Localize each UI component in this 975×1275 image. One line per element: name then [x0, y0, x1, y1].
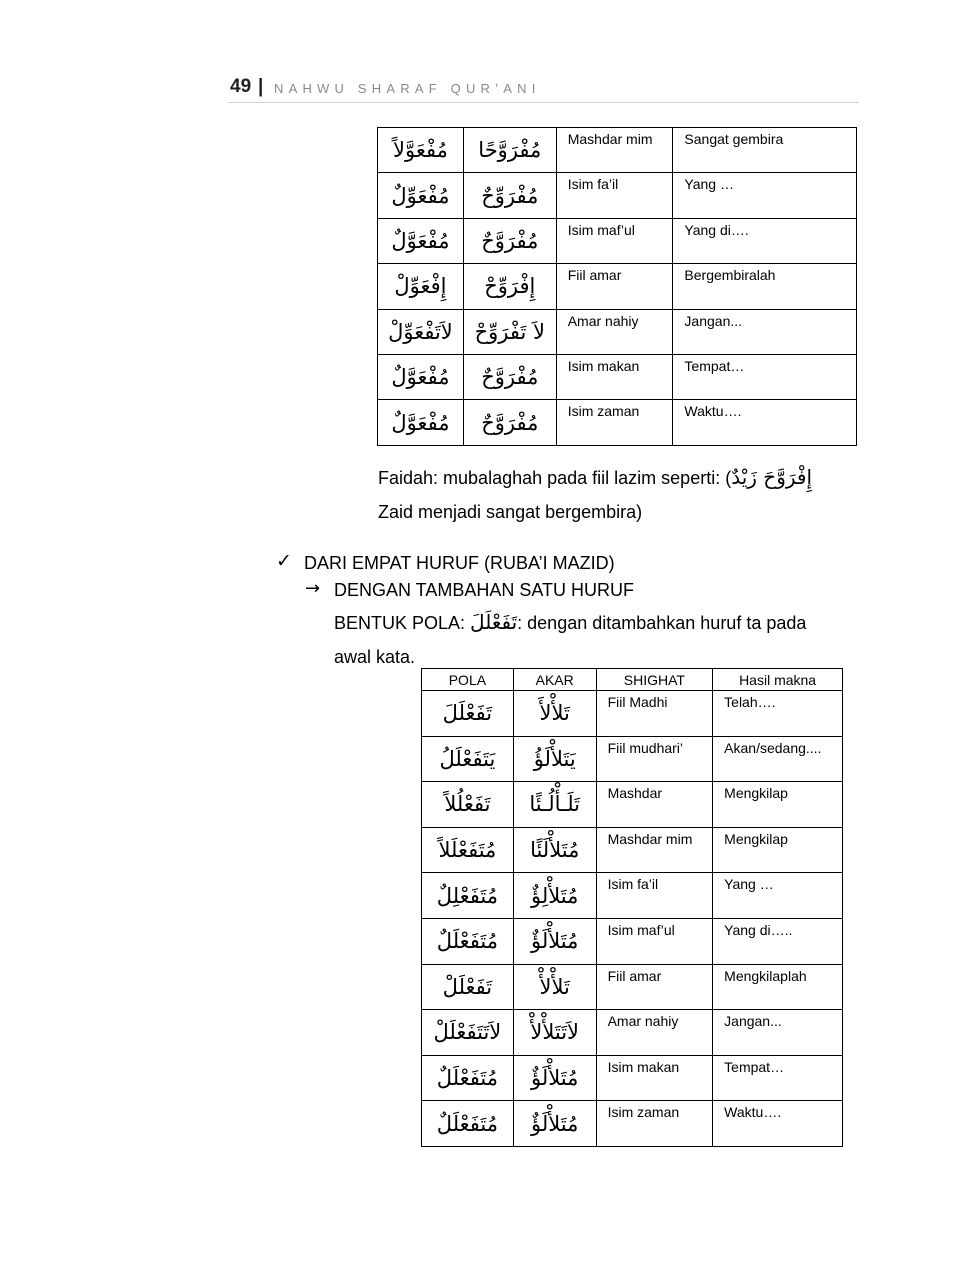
akar-cell: مُفْرَوِّحٌ — [463, 173, 556, 218]
makna-cell: Yang … — [673, 173, 857, 218]
table-row — [378, 354, 857, 399]
table-row — [378, 128, 857, 173]
pola-cell: مُتَفَعْلَلٌ — [422, 1101, 514, 1147]
akar-cell: مُفْرَوَّحٌ — [463, 218, 556, 263]
arrow-right-icon: → — [305, 578, 321, 599]
faidah-line-2: Zaid menjadi sangat bergembira) — [378, 502, 643, 522]
shighat-cell: Isim zaman — [596, 1101, 713, 1147]
pola-cell: تَفَعْلُلاً — [422, 782, 514, 828]
pola-line — [334, 610, 806, 635]
makna-cell: Mengkilaplah — [713, 964, 843, 1010]
pola-cell: تَفَعْلَلْ — [422, 964, 514, 1010]
shighat-cell: Mashdar mim — [596, 827, 713, 873]
table-row — [378, 218, 857, 263]
akar-cell: مُتَلأْلَؤٌ — [513, 1101, 596, 1147]
makna-cell: Yang di…. — [673, 218, 857, 263]
akar-cell: مُتَلأْلِؤٌ — [513, 873, 596, 919]
section-heading: DARI EMPAT HURUF (RUBA’I MAZID) — [304, 553, 615, 573]
pola-cell: مُتَفَعْلَلٌ — [422, 1055, 514, 1101]
makna-cell: Mengkilap — [713, 782, 843, 828]
akar-cell: مُفْرَوَّحٌ — [463, 400, 556, 445]
akar-cell: مُتَلأْلَئًا — [513, 827, 596, 873]
pola-cell: مُتَفَعْلَلاً — [422, 827, 514, 873]
makna-cell: Waktu…. — [673, 400, 857, 445]
table-header-row — [422, 669, 843, 691]
table-row — [378, 264, 857, 309]
akar-cell: لاَتَتَلأْلأْ — [513, 1010, 596, 1056]
makna-cell: Waktu…. — [713, 1101, 843, 1147]
shighat-cell: Mashdar — [596, 782, 713, 828]
shighat-cell: Isim makan — [596, 1055, 713, 1101]
pola-cell: مُفْعَوِّلٌ — [378, 173, 464, 218]
faidah-text: Faidah: mubalaghah pada fiil lazim seperti: ( — [378, 468, 732, 488]
shighat-cell: Fiil mudhari’ — [596, 736, 713, 782]
shighat-cell: Mashdar mim — [556, 128, 673, 173]
pola-cell: مُفْعَوَّلٌ — [378, 218, 464, 263]
header-shighat: SHIGHAT — [596, 669, 713, 691]
pola-label: BENTUK POLA: — [334, 613, 471, 633]
table-row — [422, 1101, 843, 1147]
shighat-cell: Fiil Madhi — [596, 691, 713, 737]
check-icon: ✓ — [276, 550, 292, 572]
pola-arabic: تَفَعْلَلَ — [470, 610, 518, 634]
shighat-cell: Isim fa’il — [556, 173, 673, 218]
shighat-cell: Isim zaman — [556, 400, 673, 445]
makna-cell: Jangan... — [673, 309, 857, 354]
akar-cell: مُتَلأْلَؤٌ — [513, 918, 596, 964]
table-row — [378, 400, 857, 445]
shighat-cell: Isim maf’ul — [596, 918, 713, 964]
conjugation-table-1-body — [378, 128, 857, 446]
makna-cell: Yang … — [713, 873, 843, 919]
shighat-cell: Amar nahiy — [556, 309, 673, 354]
table-row — [422, 873, 843, 919]
table-row — [378, 173, 857, 218]
makna-cell: Tempat… — [713, 1055, 843, 1101]
akar-cell: مُفْرَوَّحٌ — [463, 354, 556, 399]
header-hasil-makna: Hasil makna — [713, 669, 843, 691]
shighat-cell: Isim fa’il — [596, 873, 713, 919]
akar-cell: مُفْرَوَّحًا — [463, 128, 556, 173]
shighat-cell: Isim makan — [556, 354, 673, 399]
header-akar: AKAR — [513, 669, 596, 691]
conjugation-table-1 — [377, 127, 857, 446]
table-row — [422, 827, 843, 873]
pola-description: : dengan ditambahkan huruf ta pada — [517, 613, 807, 633]
shighat-cell: Amar nahiy — [596, 1010, 713, 1056]
pola-cell: لاَتَتَفَعْلَلْ — [422, 1010, 514, 1056]
pola-cell: مُتَفَعْلَلٌ — [422, 918, 514, 964]
pola-cell: إِفْعَوِّلْ — [378, 264, 464, 309]
table-row — [422, 691, 843, 737]
header-separator: | — [258, 76, 264, 97]
faidah-arabic-example: إِفْرَوَّحَ زَيْدٌ — [731, 465, 813, 489]
makna-cell: Sangat gembira — [673, 128, 857, 173]
makna-cell: Telah…. — [713, 691, 843, 737]
makna-cell: Mengkilap — [713, 827, 843, 873]
table-row — [422, 782, 843, 828]
table-row — [422, 736, 843, 782]
pola-cell: مُتَفَعْلِلٌ — [422, 873, 514, 919]
akar-cell: تَلأْلأَ — [513, 691, 596, 737]
shighat-cell: Fiil amar — [596, 964, 713, 1010]
shighat-cell: Fiil amar — [556, 264, 673, 309]
table-row — [422, 918, 843, 964]
pola-cell: مُفْعَوَّلٌ — [378, 354, 464, 399]
makna-cell: Yang di….. — [713, 918, 843, 964]
akar-cell: تَلَـأْلُـئًا — [513, 782, 596, 828]
makna-cell: Tempat… — [673, 354, 857, 399]
section-subheading: DENGAN TAMBAHAN SATU HURUF — [334, 580, 635, 600]
akar-cell: لاَ تَفْرَوِّحْ — [463, 309, 556, 354]
page-number: 49 — [230, 76, 252, 97]
pola-description-cont: awal kata. — [334, 647, 416, 667]
akar-cell: تَلأْلأْ — [513, 964, 596, 1010]
akar-cell: إِفْرَوِّحْ — [463, 264, 556, 309]
pola-cell: يَتَفَعْلَلُ — [422, 736, 514, 782]
table-row — [378, 309, 857, 354]
conjugation-table-2 — [421, 668, 843, 1147]
makna-cell: Akan/sedang.... — [713, 736, 843, 782]
page-header — [228, 74, 859, 103]
pola-cell: تَفَعْلَلَ — [422, 691, 514, 737]
book-title: NAHWU SHARAF QUR’ANI — [274, 81, 541, 96]
table-row — [422, 1055, 843, 1101]
table-row — [422, 1010, 843, 1056]
table-row — [422, 964, 843, 1010]
pola-cell: مُفْعَوَّلٌ — [378, 400, 464, 445]
conjugation-table-2-body — [422, 691, 843, 1147]
pola-cell: مُفْعَوَّلاً — [378, 128, 464, 173]
shighat-cell: Isim maf’ul — [556, 218, 673, 263]
faidah-line-1 — [378, 465, 858, 490]
makna-cell: Jangan... — [713, 1010, 843, 1056]
akar-cell: مُتَلأْلَؤٌ — [513, 1055, 596, 1101]
akar-cell: يَتَلأْلَؤُ — [513, 736, 596, 782]
pola-cell: لاَتَفْعَوِّلْ — [378, 309, 464, 354]
header-pola: POLA — [422, 669, 514, 691]
makna-cell: Bergembiralah — [673, 264, 857, 309]
